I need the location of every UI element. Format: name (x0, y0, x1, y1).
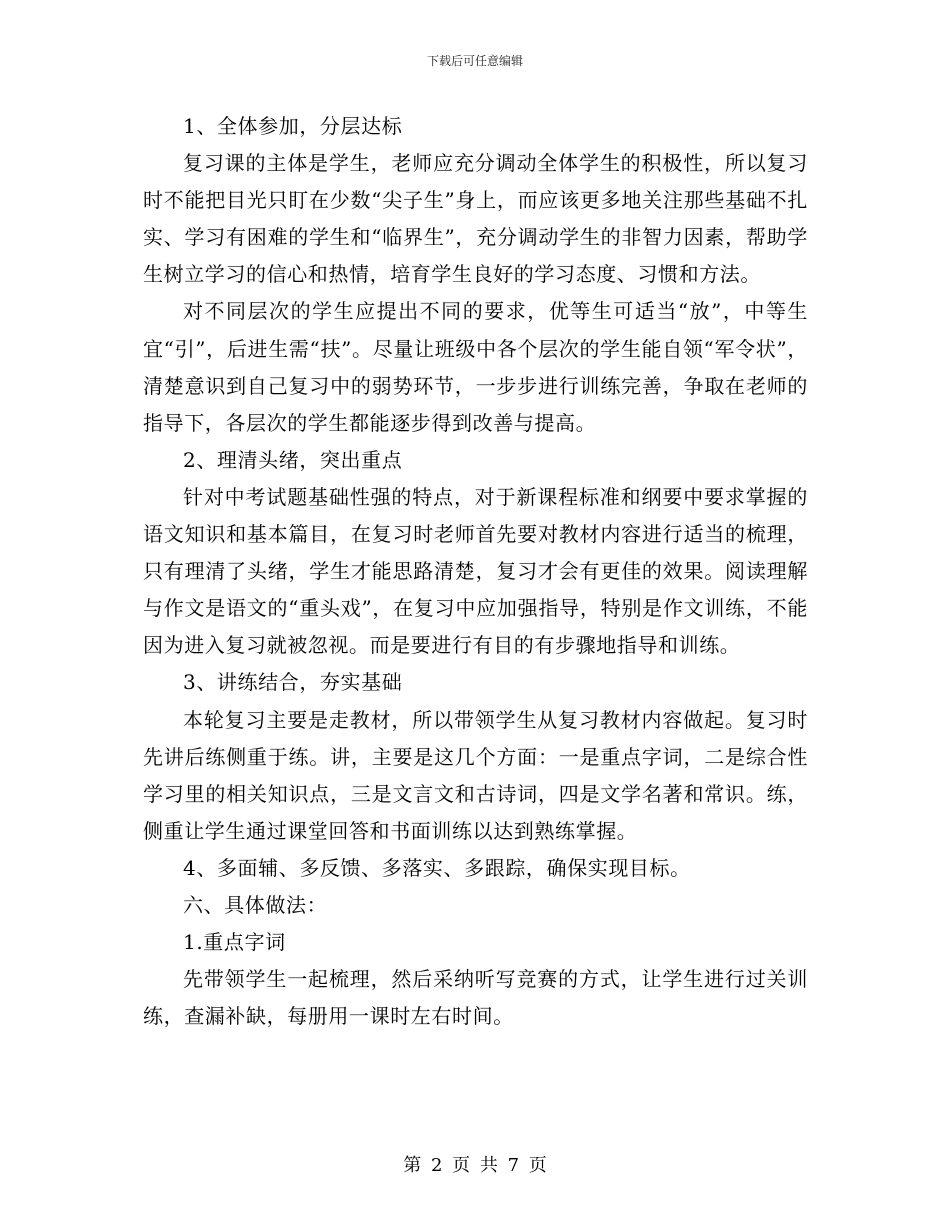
page-header: 下载后可任意编辑 (426, 54, 523, 68)
paragraph: 先带领学生一起梳理，然后采纳听写竞赛的方式，让学生进行过关训练，查漏补缺，每册用一课时左右时间。 (143, 967, 808, 1029)
paragraph: 对不同层次的学生应提出不同的要求，优等生可适当“放”，中等生宜“引”，后进生需“扶”。尽量让班级中各个层次的学生能自领“军令状”，清楚意识到自己复习中的弱势环节，一步步进行训练完善，争取在老师的指导下，各层次的学生都能逐步得到改善与提高。 (143, 299, 808, 435)
paragraph: 复习课的主体是学生，老师应充分调动全体学生的积极性，所以复习时不能把目光只盯在少数“尖子生”身上，而应该更多地关注那些基础不扎实、学习有困难的学生和“临界生”，充分调动学生的非智力因素，帮助学生树立学习的信心和热情，培育学生良好的学习态度、习惯和方法。 (143, 151, 808, 287)
paragraph: 针对中考试题基础性强的特点，对于新课程标准和纲要中要求掌握的语文知识和基本篇目，在复习时老师首先要对教材内容进行适当的梳理，只有理清了头绪，学生才能思路清楚，复习才会有更佳的效果。阅读理解与作文是语文的“重头戏”，在复习中应加强指导，特别是作文训练，不能因为进入复习就被忽视。而是要进行有目的有步骤地指导和训练。 (143, 484, 808, 658)
paragraph: 本轮复习主要是走教材，所以带领学生从复习教材内容做起。复习时先讲后练侧重于练。讲，主要是这几个方面：一是重点字词，二是综合性学习里的相关知识点，三是文言文和古诗词，四是文学名著和常识。练，侧重让学生通过课堂回答和书面训练以达到熟练掌握。 (143, 707, 808, 843)
section-heading-4: 4、多面辅、多反馈、多落实、多跟踪，确保实现目标。 (183, 855, 691, 880)
section-heading-2: 2、理清头绪，突出重点 (183, 447, 403, 472)
section-heading-3: 3、讲练结合，夯实基础 (183, 670, 403, 695)
document-body (143, 108, 808, 1035)
section-heading-1: 1、全体参加，分层达标 (183, 114, 403, 138)
subsection-heading-1: 1.重点字词 (183, 930, 286, 955)
section-heading-6: 六、具体做法： (183, 892, 328, 917)
page-number: 第 2 页 共 7 页 (403, 1155, 547, 1176)
